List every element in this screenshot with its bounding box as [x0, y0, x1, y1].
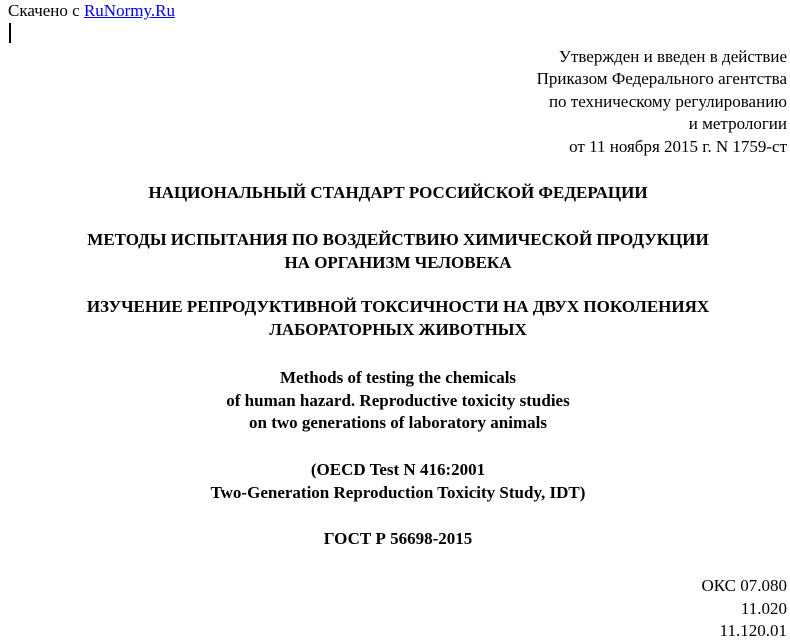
oecd-line: (OECD Test N 416:2001 — [310, 460, 486, 479]
gost-number: ГОСТ Р 56698-2015 — [323, 529, 473, 548]
classification-code: 11.020 — [740, 598, 787, 618]
text-cursor — [9, 23, 11, 43]
source-link[interactable]: RuNormy.Ru — [83, 1, 175, 20]
approval-line: от 11 ноября 2015 г. N 1759-ст — [569, 136, 787, 156]
study-title-line: ИЗУЧЕНИЕ РЕПРОДУКТИВНОЙ ТОКСИЧНОСТИ НА ДВУХ ПОКОЛЕНИЯХ — [86, 297, 710, 316]
national-standard-heading — [0, 182, 790, 205]
english-title — [0, 367, 790, 435]
oecd-reference — [0, 459, 790, 504]
source-line — [8, 1, 175, 21]
methods-heading — [0, 229, 790, 274]
approval-line: по техническому регулированию — [548, 91, 787, 111]
approval-block — [537, 46, 787, 158]
approval-line: и метрологии — [688, 114, 787, 134]
english-title-line: Methods of testing the chemicals — [279, 368, 517, 387]
study-title-line: ЛАБОРАТОРНЫХ ЖИВОТНЫХ — [269, 319, 527, 339]
classification-codes — [701, 575, 787, 643]
approval-line: Приказом Федерального агентства — [536, 69, 787, 89]
classification-code: ОКС 07.080 — [701, 576, 787, 595]
classification-code: 11.120.01 — [719, 621, 787, 640]
methods-title-line: НА ОРГАНИЗМ ЧЕЛОВЕКА — [284, 252, 512, 272]
english-title-line: of human hazard. Reproductive toxicity studies — [226, 390, 570, 410]
study-heading — [0, 296, 790, 341]
english-title-line: on two generations of laboratory animals — [249, 413, 547, 432]
source-prefix: Скачено с — [8, 1, 80, 20]
approval-line: Утвержден и введен в действие — [558, 47, 787, 66]
methods-title-line: МЕТОДЫ ИСПЫТАНИЯ ПО ВОЗДЕЙСТВИЮ ХИМИЧЕСКОЙ ПРОДУКЦИИ — [87, 230, 709, 249]
oecd-line: Two-Generation Reproduction Toxicity Study, IDT) — [210, 482, 586, 502]
national-standard-title: НАЦИОНАЛЬНЫЙ СТАНДАРТ РОССИЙСКОЙ ФЕДЕРАЦИИ — [148, 183, 648, 202]
gost-designation — [0, 528, 790, 551]
